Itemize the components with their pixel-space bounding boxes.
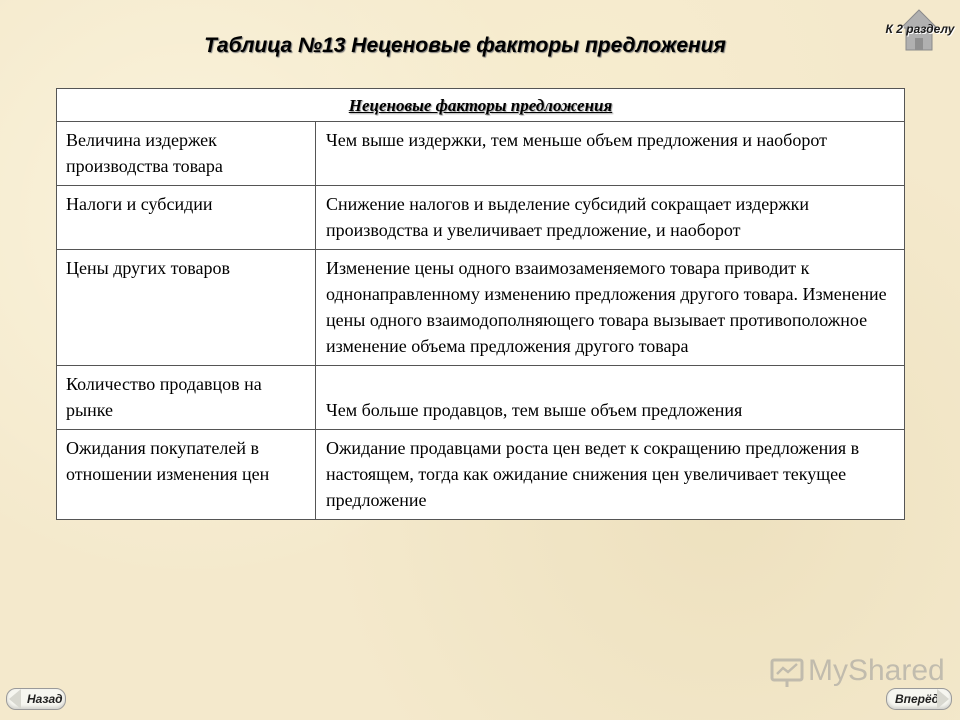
factor-cell: Ожидания покупателей в отношении изменения цен (57, 430, 316, 520)
description-cell: Ожидание продавцами роста цен ведет к сокращению предложения в настоящем, тогда как ожидание снижения цен увеличивает текущее предложение (316, 430, 905, 520)
description-cell: Снижение налогов и выделение субсидий сокращает издержки производства и увеличивает предложение, и наоборот (316, 186, 905, 250)
back-button[interactable] (6, 688, 66, 710)
watermark-text: MyShared (808, 654, 945, 687)
table-row (57, 186, 905, 250)
factor-cell: Цены других товаров (57, 250, 316, 366)
description-cell: Изменение цены одного взаимозаменяемого товара приводит к однонаправленному изменению предложения другого товара. Изменение цены одного взаимодополняющего товара вызывает противоположное изменение объема предложения другого товара (316, 250, 905, 366)
supply-factors-table (56, 88, 905, 520)
arrow-right-icon (937, 689, 949, 709)
table-row (57, 430, 905, 520)
description-cell: Чем больше продавцов, тем выше объем предложения (316, 366, 905, 430)
home-button-label: К 2 разделу (885, 22, 955, 36)
description-cell: Чем выше издержки, тем меньше объем предложения и наоборот (316, 122, 905, 186)
section-2-home-button[interactable] (882, 6, 958, 54)
factor-cell: Налоги и субсидии (57, 186, 316, 250)
table-row (57, 250, 905, 366)
factor-cell: Количество продавцов на рынке (57, 366, 316, 430)
forward-button-label: Вперёд (895, 692, 940, 706)
forward-button[interactable] (886, 688, 952, 710)
table-header: Неценовые факторы предложения (57, 89, 905, 122)
factor-cell: Величина издержек производства товара (57, 122, 316, 186)
back-button-label: Назад (27, 692, 63, 706)
table-row (57, 122, 905, 186)
presentation-icon (770, 656, 804, 688)
arrow-left-icon (9, 689, 21, 709)
table-header-row (57, 89, 905, 122)
page-title: Таблица №13 Неценовые факторы предложения (204, 34, 726, 57)
table-row (57, 366, 905, 430)
